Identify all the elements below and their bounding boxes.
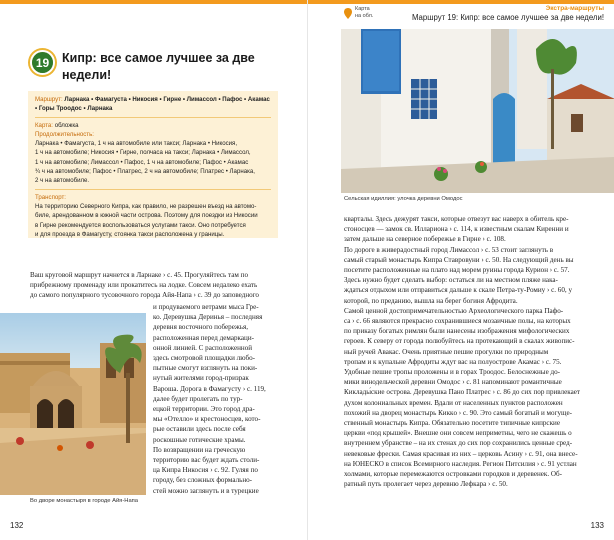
transport-line: в Гирне рекомендуется воспользоваться услугами такси. Оно потребуется	[35, 221, 246, 229]
intro-text	[30, 270, 280, 301]
body-line: самый старый монастырь Кипра Ставровуни › с. 50. На следующий день вы	[344, 255, 574, 264]
column-line: городу, без сложных формально-	[153, 476, 253, 485]
body-line: холмами, которые перемежаются островками городков и деревенек. Об-	[344, 470, 563, 479]
body-line: мики винодельческой деревни Омодос › с. 81 напоминают романтичные	[344, 378, 562, 387]
column-line: расположенная перед демаркаци-	[153, 333, 255, 342]
right-page	[307, 0, 614, 540]
body-line: внутреннем убранстве – на их стенах до сих пор сохранились ценные сред-	[344, 439, 573, 448]
body-line: ственный монастырь Кипра. Обязательно посетите типичные кипрские	[344, 419, 560, 428]
map-text: обложка	[54, 121, 79, 129]
intro-line: прибрежному променаду или прокатитесь на лодке. Совсем недалеко ехать	[30, 281, 258, 290]
page-number: 133	[590, 521, 604, 530]
intro-line: до самого популярного тусовочного города Айя-Напа › с. 39 до заповедного	[30, 291, 259, 300]
column-line: онной линией. С расположенной	[153, 343, 253, 352]
column-line: территорию вас будет ждать столи-	[153, 456, 260, 465]
body-line: невековые фрески. Самая красивая из них – церковь Асину › с. 91, она внесе-	[344, 449, 578, 458]
body-line: По дороге в живерадостный город Лимассол › с. 53 стоит заглянуть в	[344, 245, 554, 254]
column-line: роскошные готические храмы.	[153, 435, 246, 444]
column-line: По возвращении на греческую	[153, 445, 246, 454]
column-line: далее будет пролегать по тур-	[153, 394, 243, 403]
column-line: нутый жителями город-призрак	[153, 374, 249, 383]
monastery-photo	[0, 313, 146, 495]
body-line: ждаться отдыхом или отправиться дальше к скале Петра-ту-Ромиу › с. 60, у	[344, 286, 572, 295]
photo-caption: Сельская идиллия: улочка деревни Омодос	[344, 196, 463, 202]
map-label: Карта:	[35, 121, 53, 129]
route-number-badge	[30, 50, 55, 75]
column-line: мы «Отелло» и крестоносцев, кото-	[153, 415, 261, 424]
duration-line: 1 ч на автомобиле; Лимассол • Пафос, 1 ч на автомобиле; Пафос • Акамас	[35, 158, 249, 166]
transport-label: Транспорт:	[35, 193, 66, 201]
map-reference-line: Карта	[355, 6, 370, 12]
body-line: церкви «под крышей». Внешне они совсем неприметны, чего не скажешь о	[344, 429, 572, 438]
transport-line: На территорию Северного Кипра, как правило, не разрешен въезд на автомо-	[35, 202, 257, 210]
photo-caption: Во дворе монастыря в городе Айя-Напа	[30, 498, 139, 504]
route-label: Маршрут:	[35, 96, 63, 103]
body-line: духом колониальных времен. Вдали от населенных пунктов расположен	[344, 398, 563, 407]
body-line: героев. К северу от города полюбуйтесь на протекающий в скалах живопис-	[344, 337, 575, 346]
body-line: посетите расположенные на плато над морем руины города Курион › с. 57.	[344, 266, 570, 275]
duration-line: 2 ч на автомобиле.	[35, 177, 90, 185]
column-line: и продуваемого ветрами мыса Гре-	[153, 303, 259, 311]
body-line: на ЮНЕСКО в список Всемирного наследия. Регион Питсилия › с. 91 устлан	[344, 459, 577, 468]
body-line: стоносцев — замок св. Иллариона › с. 114, к известным скалам Киренни и	[344, 225, 569, 234]
route-title: Маршрут 19: Кипр: все самое лучшее за две недели!	[411, 13, 604, 22]
body-line: Здесь нужно будет сделать выбор: остаться ли на местном пляже нака-	[344, 276, 558, 285]
column-line: ца Кипра Никосия › с. 92. Гуляя по	[153, 466, 258, 475]
body-line: Самой ценной достопримечательностью Археологического парка Пафо-	[344, 306, 564, 315]
route-number: 19	[32, 52, 53, 73]
section-name: Экстра-маршруты	[545, 5, 604, 12]
body-line: ный ручей Авакас. Очень приятные пешие прогулки по природным	[344, 347, 549, 356]
duration-line: ¾ ч на автомобиле; Пафос • Платрес, 2 ч на автомобиле; Платрес • Ларнака,	[35, 168, 255, 176]
body-line: затем дальше на северное побережье в Гирне › с. 108.	[344, 235, 506, 244]
body-line: Киклады́ские острова. Деревушка Пано Платрес › с. 86 до сих пор привлекает	[344, 388, 580, 397]
column-line: стей можно заглянуть и в турецкие	[153, 486, 259, 495]
body-line: тропам и к купальне Афродиты ждут вас на полуострове Акамас › с. 75.	[344, 357, 562, 366]
route-text: Ларнака • Фамагуста • Никосия • Гирне • Лимассол • Пафос • Акамас • Горы Троодос • Ларнака	[35, 96, 270, 113]
transport-line: и для проезда в Фамагусту, стоянка такси расположена у границы.	[35, 230, 225, 238]
duration-line: 1 ч на автомобиле; Никосия • Гирне, полчаса на такси; Ларнака • Лимассол,	[35, 149, 251, 157]
transport-line: биле, арендованном в южной части острова. Поэтому для поездки из Никосии	[35, 212, 258, 220]
page-number: 132	[10, 521, 24, 530]
map-reference	[355, 6, 373, 20]
village-street-photo	[341, 29, 614, 193]
column-line: Варошa. Дорога в Фамагусту › с. 119,	[153, 384, 266, 393]
body-line: похожий на дворец монастырь Киккo › с. 90. Это самый богатый и могуще-	[344, 408, 573, 417]
column-line: ецкой территории. Это город дра-	[153, 405, 255, 414]
top-accent-bar	[0, 0, 307, 4]
map-reference-line: на обл.	[355, 13, 374, 19]
column-line: ко. Деревушка Деринья – последняя	[153, 313, 263, 322]
map-pin-icon	[344, 8, 352, 19]
body-text	[344, 214, 606, 489]
body-line: по приказу богатых римлян были нанесены изображения мифологических	[344, 327, 570, 336]
column-text	[153, 302, 280, 496]
body-line: которой, по преданию, вышла на берег богиня Афродита.	[344, 296, 518, 305]
column-line: деревня восточного побережья,	[153, 323, 249, 332]
duration-line: Ларнака • Фамагуста, 1 ч на автомобиле или такси; Ларнака • Никосия,	[35, 140, 238, 148]
column-line: здесь смотровой площадки любо-	[153, 354, 256, 363]
column-line: пытные смогут взглянуть на поки-	[153, 364, 258, 373]
body-line: ратный путь пролегает через деревню Лефкара › с. 50.	[344, 480, 508, 489]
column-line: рые оставили здесь после себя	[153, 425, 246, 434]
duration-label: Продолжительность:	[35, 130, 94, 138]
body-line: кварталы. Здесь дежурят такси, которые отвезут вас наверх в обитель кре-	[344, 215, 569, 223]
route-info-box	[28, 91, 278, 238]
body-line: са › с. 66 являются прекрасно сохранившиеся мозаичные полы, на которых	[344, 317, 571, 326]
page-title: Кипр: все самое лучшее за две недели!	[62, 51, 255, 82]
intro-line: Ваш круговой маршрут начнется в Ларнаке › с. 45. Прогуляйтесь там по	[30, 271, 248, 279]
running-header	[412, 5, 604, 22]
body-line: Удобные пешие тропы проложены и в горах Троодос. Белоснежные до-	[344, 368, 561, 377]
top-accent-bar	[308, 0, 614, 4]
